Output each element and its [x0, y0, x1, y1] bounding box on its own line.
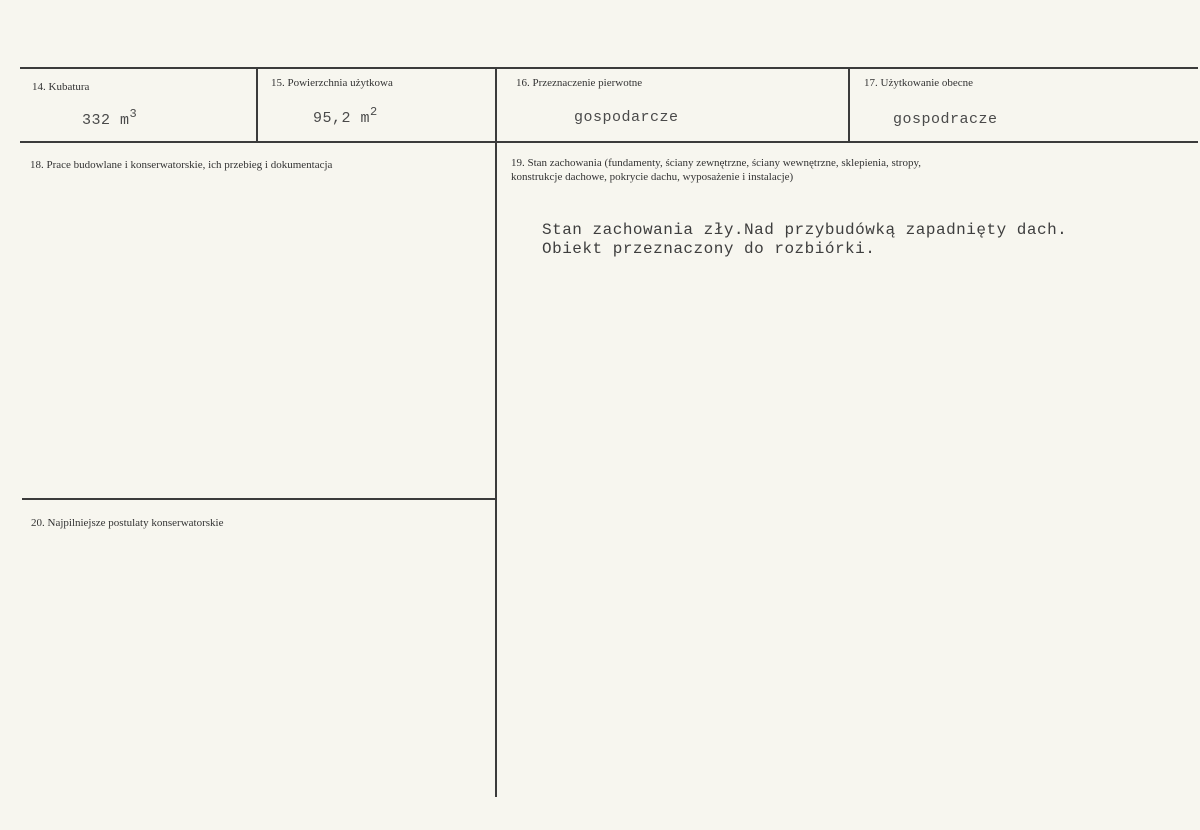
area-unit-exponent: 2 — [370, 105, 378, 119]
column-divider-line — [495, 67, 497, 797]
field-18-label: 18. Prace budowlane i konserwatorskie, ich przebieg i dokumentacja — [30, 159, 333, 171]
field-19-value — [542, 221, 1067, 259]
volume-unit-exponent: 3 — [129, 107, 138, 121]
field-17-label: 17. Użytkowanie obecne — [864, 77, 974, 89]
column-divider-line — [848, 67, 850, 142]
volume-value: 332 m — [82, 112, 130, 129]
field-19-label — [511, 156, 921, 184]
field-16-value: gospodarcze — [574, 109, 679, 126]
column-divider-line — [256, 67, 258, 142]
field-15-label: 15. Powierzchnia użytkowa — [271, 77, 393, 89]
field-19-text-line-2: Obiekt przeznaczony do rozbiórki. — [542, 240, 876, 258]
field-16-label: 16. Przeznaczenie pierwotne — [516, 77, 643, 89]
field-14-label: 14. Kubatura — [32, 81, 90, 93]
field-15-value — [313, 105, 378, 127]
field-14-value — [82, 107, 138, 129]
area-value: 95,2 m — [313, 110, 371, 127]
field-19-label-line-2: konstrukcje dachowe, pokrycie dachu, wyposażenie i instalacje) — [511, 171, 794, 183]
section-divider-line — [22, 498, 495, 500]
top-border-line — [20, 67, 1198, 69]
field-19-text-line-1: Stan zachowania zły.Nad przybudówką zapadnięty dach. — [542, 221, 1068, 239]
field-19-label-line-1: 19. Stan zachowania (fundamenty, ściany zewnętrzne, ściany wewnętrzne, sklepienia, stropy, — [511, 157, 922, 169]
field-17-value: gospodracze — [893, 111, 998, 128]
row-divider-line — [20, 141, 1198, 143]
field-20-label: 20. Najpilniejsze postulaty konserwatorskie — [31, 517, 224, 529]
